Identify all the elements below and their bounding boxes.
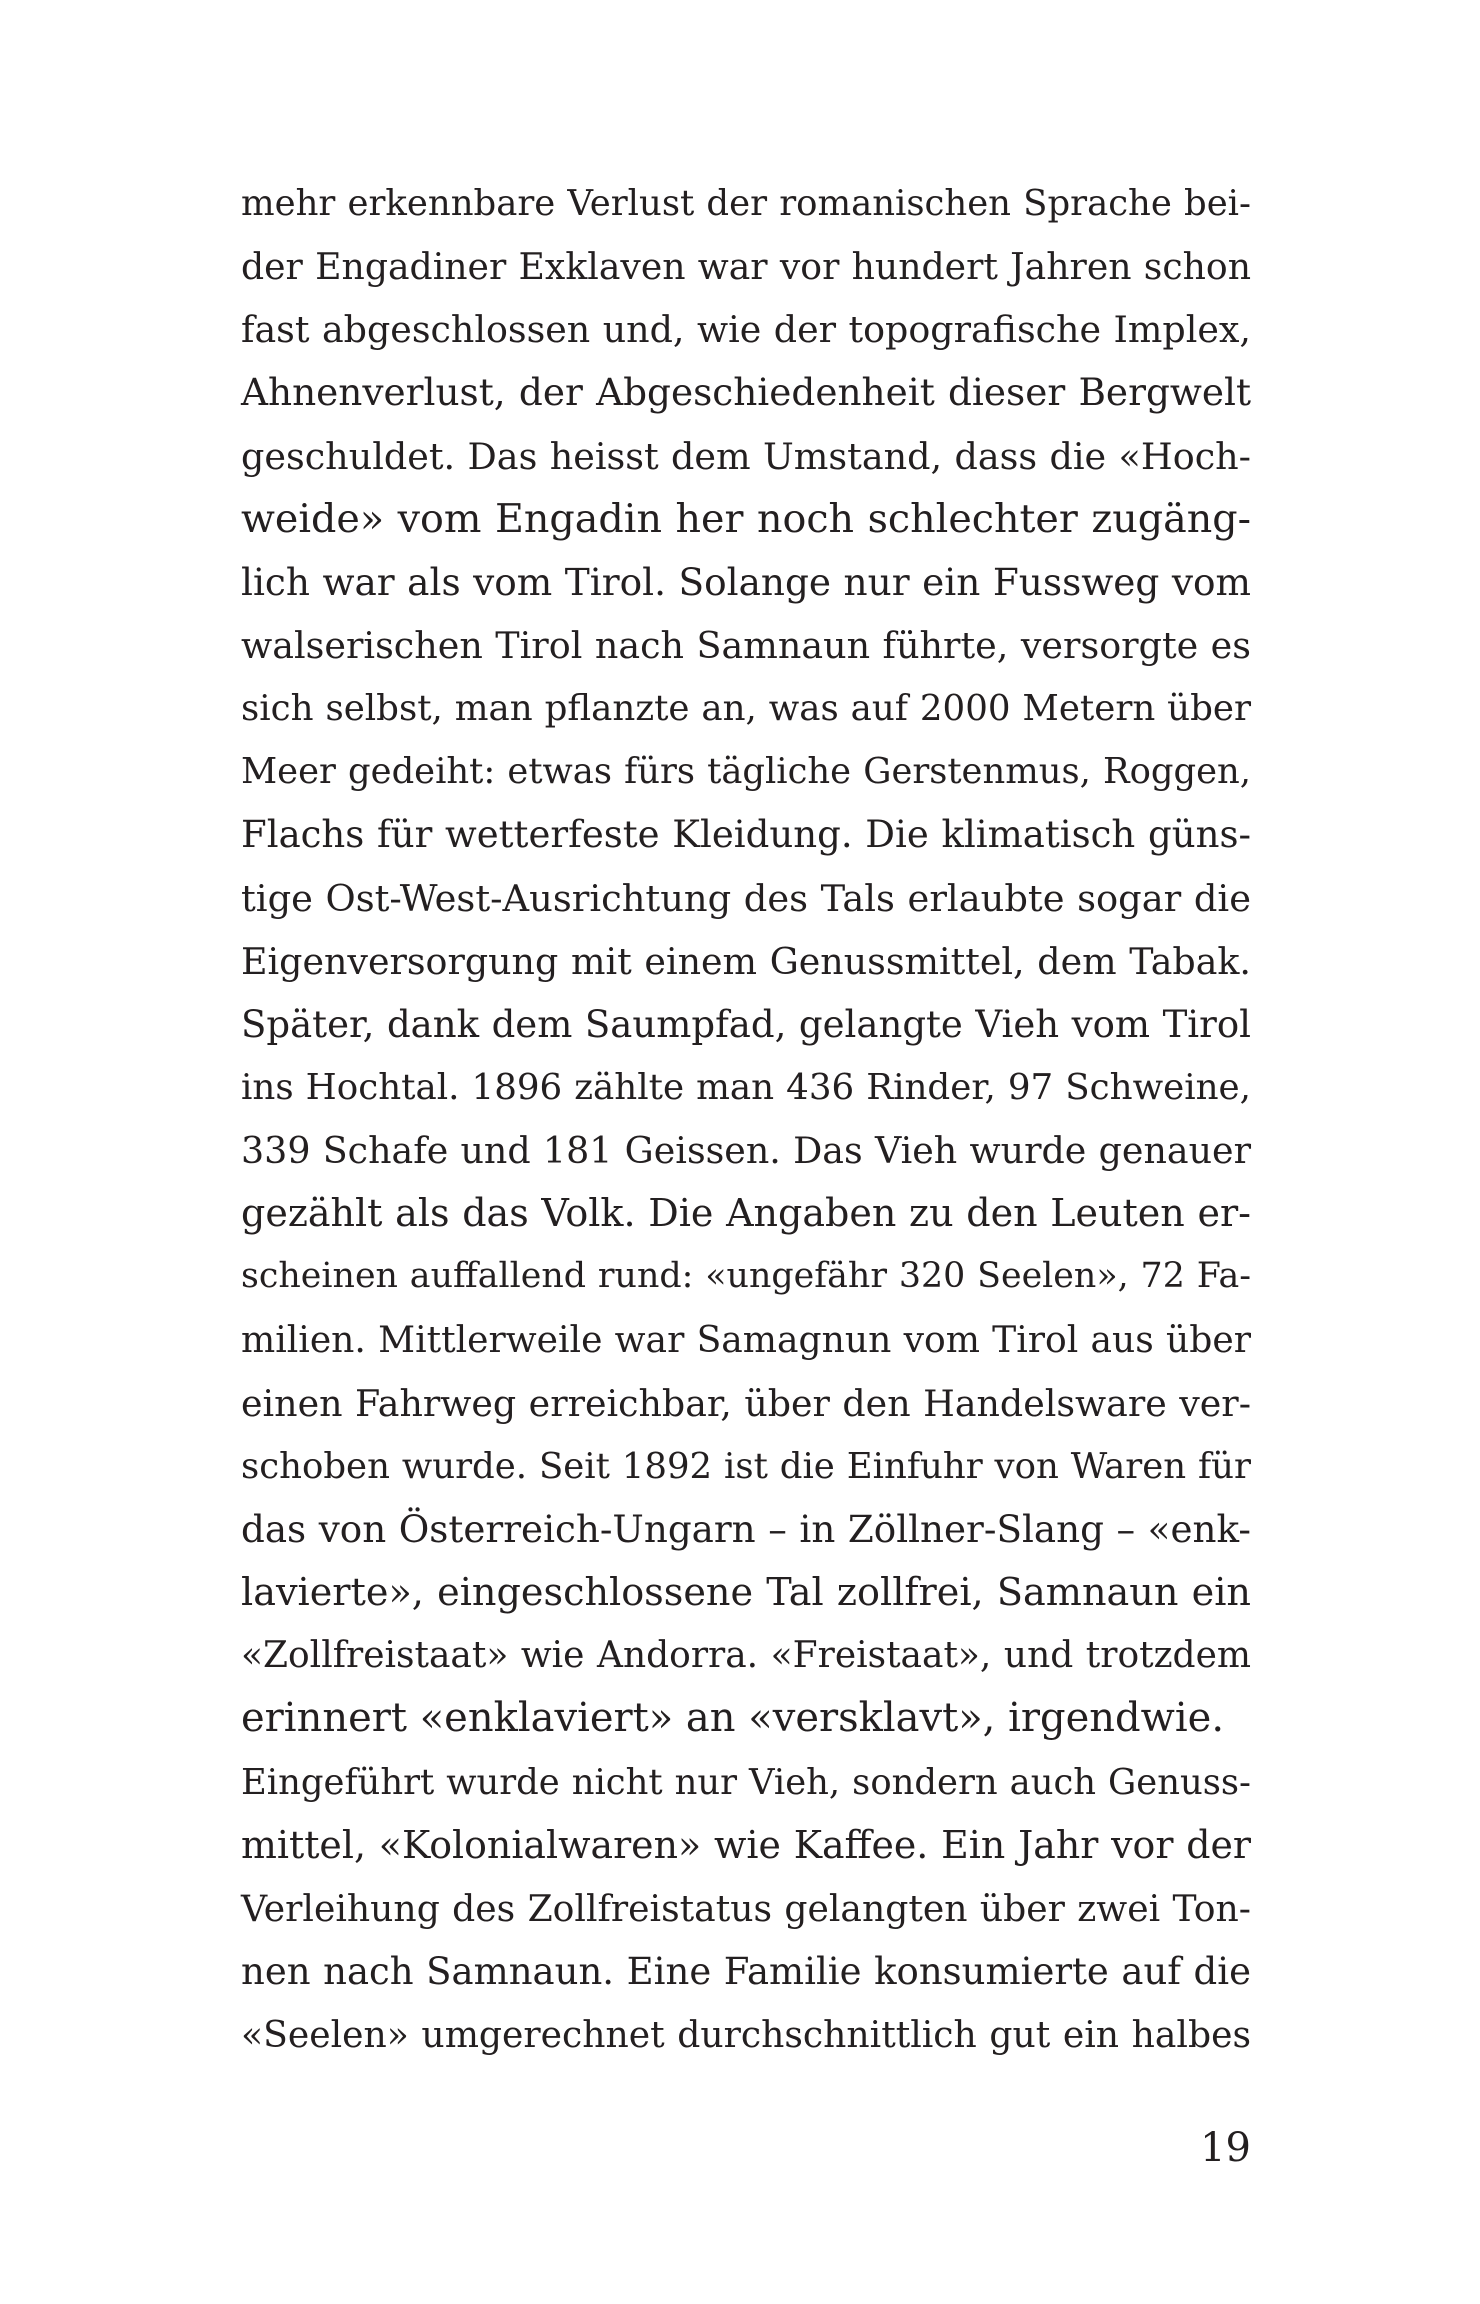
text-line: mittel, «Kolonialwaren» wie Kaffee. Ein Jahr vor der	[241, 1822, 1251, 1867]
page-number: 19	[1200, 2125, 1251, 2171]
text-line: «Seelen» umgerechnet durchschnittlich gut ein halbes	[241, 2013, 1251, 2057]
text-line: einen Fahrweg erreichbar, über den Handelsware ver-	[241, 1381, 1251, 1425]
text-line: Verleihung des Zollfreistatus gelangten über zwei Ton-	[241, 1886, 1251, 1930]
text-line: scheinen auffallend rund: «ungefähr 320 Seelen», 72 Fa-	[241, 1256, 1251, 1297]
text-line: sich selbst, man pflanzte an, was auf 2000 Metern über	[241, 688, 1251, 730]
text-line: fast abgeschlossen und, wie der topografische Implex,	[241, 308, 1251, 352]
text-line: lich war als vom Tirol. Solange nur ein Fussweg vom	[241, 559, 1251, 604]
text-line: milien. Mittlerweile war Samagnun vom Tirol aus über	[241, 1318, 1251, 1361]
text-line: 339 Schafe und 181 Geissen. Das Vieh wurde genauer	[241, 1129, 1251, 1173]
text-line: das von Österreich-Ungarn – in Zöllner-Slang – «enk-	[241, 1506, 1251, 1551]
text-line: weide» vom Engadin her noch schlechter zugäng-	[241, 495, 1251, 542]
text-line: «Zollfreistaat» wie Andorra. «Freistaat», und trotzdem	[241, 1635, 1251, 1677]
paragraph-end-line: erinnert «enklaviert» an «versklavt», irgendwie.	[241, 1695, 1225, 1742]
text-line: der Engadiner Exklaven war vor hundert Jahren schon	[241, 245, 1251, 289]
text-line: tige Ost-West-Ausrichtung des Tals erlaubte sogar die	[241, 876, 1251, 920]
text-line: gezählt als das Volk. Die Angaben zu den Leuten er-	[241, 1191, 1251, 1236]
text-line: Ahnenverlust, der Abgeschiedenheit dieser Bergwelt	[241, 370, 1251, 415]
text-line: Eingeführt wurde nicht nur Vieh, sondern auch Genuss-	[241, 1761, 1251, 1803]
text-line: geschuldet. Das heisst dem Umstand, dass die «Hoch-	[241, 434, 1251, 478]
text-line: walserischen Tirol nach Samnaun führte, versorgte es	[241, 623, 1251, 667]
text-line: Flachs für wetterfeste Kleidung. Die klimatisch güns-	[241, 813, 1251, 857]
text-line: nen nach Samnaun. Eine Familie konsumierte auf die	[241, 1949, 1251, 1993]
body-text	[241, 172, 1251, 2066]
text-line: schoben wurde. Seit 1892 ist die Einfuhr von Waren für	[241, 1445, 1251, 1487]
text-line: Meer gedeiht: etwas fürs tägliche Gerstenmus, Roggen,	[241, 751, 1251, 793]
text-line: Später, dank dem Saumpfad, gelangte Vieh vom Tirol	[241, 1002, 1251, 1046]
text-line: mehr erkennbare Verlust der romanischen Sprache bei-	[241, 183, 1251, 224]
text-line: lavierte», eingeschlossene Tal zollfrei, Samnaun ein	[241, 1570, 1251, 1615]
text-line: Eigenversorgung mit einem Genussmittel, dem Tabak.	[241, 939, 1251, 983]
text-line: ins Hochtal. 1896 zählte man 436 Rinder, 97 Schweine,	[241, 1066, 1251, 1108]
